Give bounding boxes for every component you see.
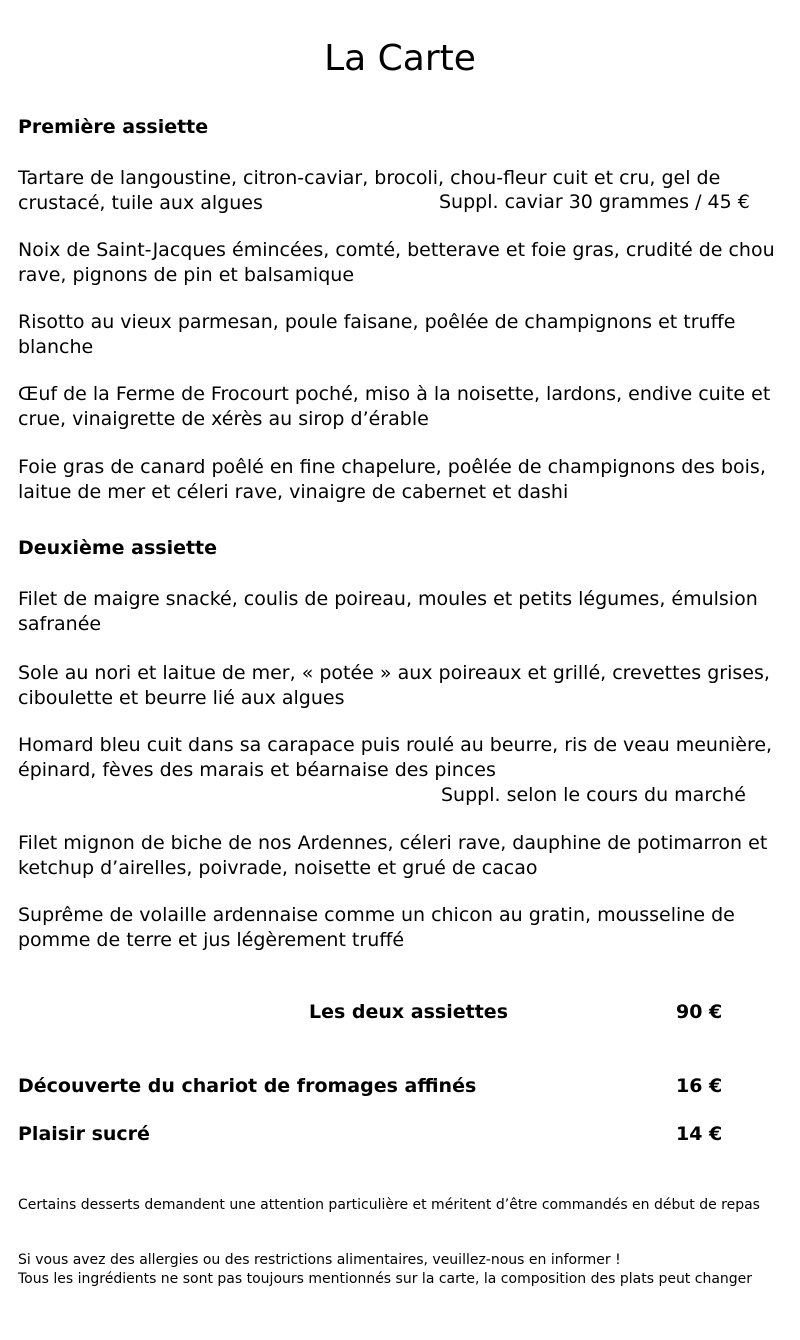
section-heading-premiere: Première assiette (18, 116, 209, 138)
note-desserts: Certains desserts demandent une attention particulière et méritent d’être commandés en début de repas (18, 1197, 760, 1213)
price-label-deux-assiettes: Les deux assiettes (309, 1001, 508, 1023)
price-label-fromages: Découverte du chariot de fromages affinés (18, 1075, 477, 1097)
supplement-marche: Suppl. selon le cours du marché (441, 784, 746, 806)
dish-homard-bleu: Homard bleu cuit dans sa carapace puis roulé au beurre, ris de veau meunière, épinard, fèves des marais et béarnaise des pinces (18, 734, 773, 781)
dish-filet-biche: Filet mignon de biche de nos Ardennes, céleri rave, dauphine de potimarron et ketchup d’airelles, poivrade, noisette et grué de cacao (18, 832, 768, 879)
dish-foie-gras: Foie gras de canard poêlé en fine chapelure, poêlée de champignons des bois, laitue de mer et céleri rave, vinaigre de cabernet et dashi (18, 456, 766, 503)
supplement-caviar: Suppl. caviar 30 grammes / 45 € (439, 191, 750, 213)
dish-tartare-langoustine: Tartare de langoustine, citron-caviar, brocoli, chou-fleur cuit et cru, gel de crustacé, tuile aux algues (18, 167, 721, 214)
note-ingredients: Tous les ingrédients ne sont pas toujours mentionnés sur la carte, la composition des plats peut changer (18, 1271, 753, 1287)
dish-risotto: Risotto au vieux parmesan, poule faisane, poêlée de champignons et truffe blanche (18, 311, 736, 358)
price-label-plaisir-sucre: Plaisir sucré (18, 1123, 150, 1145)
note-allergies: Si vous avez des allergies ou des restrictions alimentaires, veuillez-nous en informer ! (18, 1252, 621, 1268)
dish-sole-nori: Sole au nori et laitue de mer, « potée » aux poireaux et grillé, crevettes grises, ciboulette et beurre lié aux algues (18, 662, 770, 709)
dish-oeuf-frocourt: Œuf de la Ferme de Frocourt poché, miso à la noisette, lardons, endive cuite et crue, vinaigrette de xérès au sirop d’érable (18, 383, 771, 430)
price-value-deux-assiettes: 90 € (676, 1001, 723, 1023)
price-value-plaisir-sucre: 14 € (676, 1123, 723, 1145)
page-title: La Carte (324, 38, 476, 79)
dish-saint-jacques: Noix de Saint-Jacques émincées, comté, betterave et foie gras, crudité de chou rave, pignons de pin et balsamique (18, 239, 775, 286)
dish-supreme-volaille: Suprême de volaille ardennaise comme un chicon au gratin, mousseline de pomme de terre et jus légèrement truffé (18, 904, 735, 951)
section-heading-deuxieme: Deuxième assiette (18, 537, 218, 559)
price-value-fromages: 16 € (676, 1075, 723, 1097)
dish-filet-maigre: Filet de maigre snacké, coulis de poireau, moules et petits légumes, émulsion safranée (18, 588, 758, 635)
